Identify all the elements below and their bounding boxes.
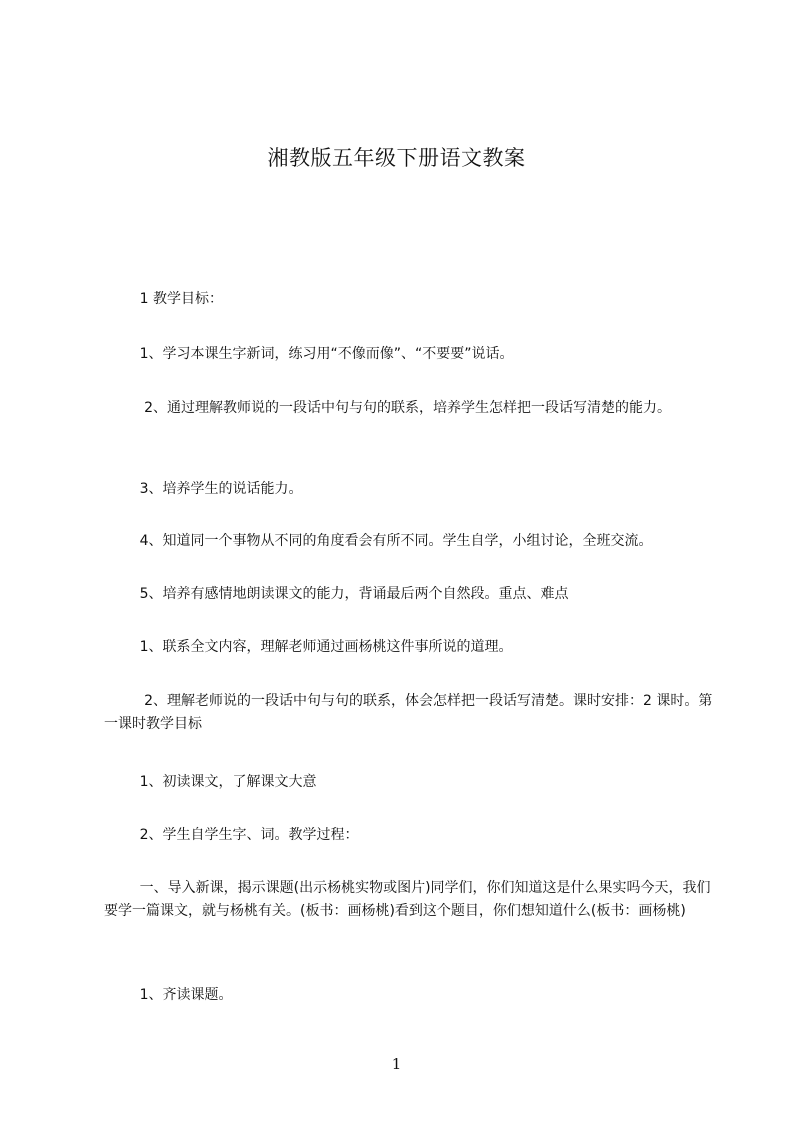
paragraph-lesson1-goal-2: 2、学生自学生字、词。教学过程： xyxy=(104,827,359,843)
paragraph-process-step-1: 1、齐读课题。 xyxy=(104,987,233,1003)
document-title: 湘教版五年级下册语文教案 xyxy=(267,146,526,170)
paragraph-key-point-2: 2、理解老师说的一段话中句与句的联系，体会怎样把一段话写清楚。课时安排：2 课时。第一课时教学目标 xyxy=(104,693,713,732)
paragraph-objective-5: 5、培养有感情地朗读课文的能力，背诵最后两个自然段。重点、难点 xyxy=(104,586,569,602)
paragraph-lesson1-goal-1: 1、初读课文，了解课文大意 xyxy=(104,774,317,790)
paragraph-process-intro: 一、导入新课，揭示课题(出示杨桃实物或图片)同学们，你们知道这是什么果实吗今天，我们要学一篇课文，就与杨桃有关。(板书：画杨桃)看到这个题目，你们想知道什么(板书：画杨桃) xyxy=(104,880,711,919)
paragraph-objective-4: 4、知道同一个事物从不同的角度看会有所不同。学生自学，小组讨论，全班交流。 xyxy=(104,533,653,549)
paragraph-key-point-1: 1、联系全文内容，理解老师通过画杨桃这件事所说的道理。 xyxy=(104,639,513,655)
page-number: 1 xyxy=(391,1055,402,1073)
paragraph-objective-3: 3、培养学生的说话能力。 xyxy=(104,481,303,497)
paragraph-objectives-heading: 1 教学目标： xyxy=(104,291,223,307)
paragraph-objective-1: 1、学习本课生字新词，练习用“不像而像”、“不要要”说话。 xyxy=(104,346,514,362)
paragraph-objective-2: 2、通过理解教师说的一段话中句与句的联系，培养学生怎样把一段话写清楚的能力。 xyxy=(104,400,671,416)
